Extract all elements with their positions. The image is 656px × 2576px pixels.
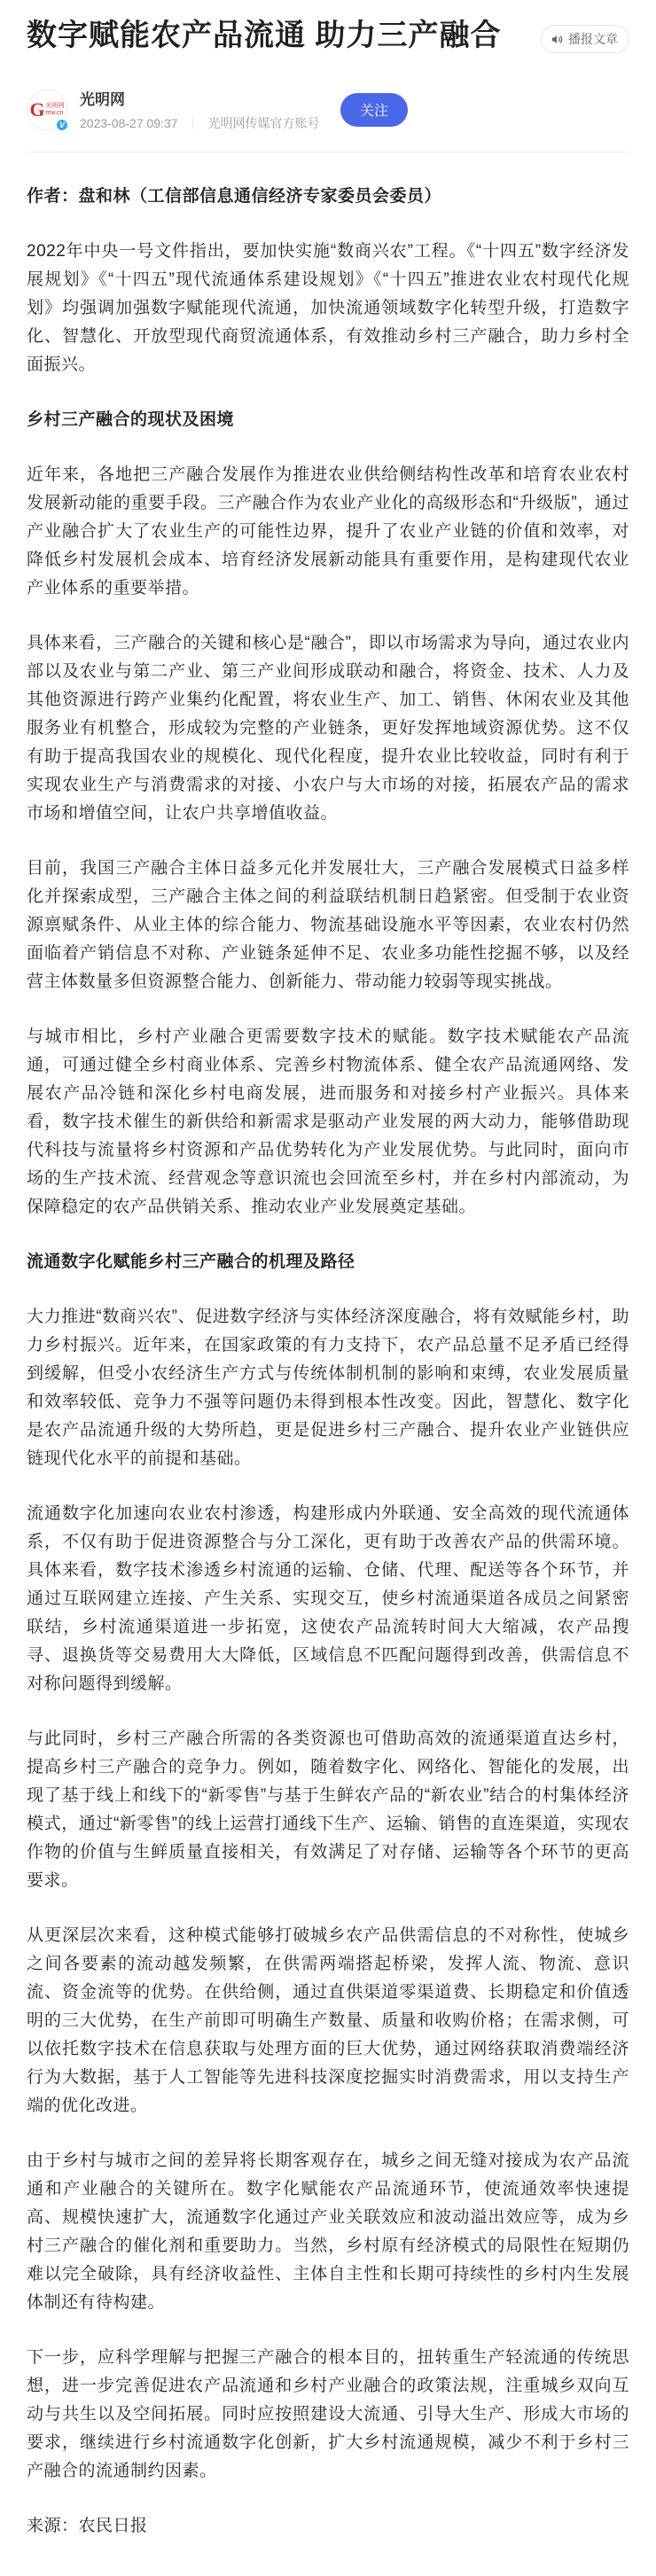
article-paragraph: 与城市相比，乡村产业融合更需要数字技术的赋能。数字技术赋能农产品流通，可通过健全乡村商业体系、完善乡村物流体系、健全农产品流通网络、发展农产品冷链和深化乡村电商发展，进而服务和对接乡村产业振兴。具体来看，数字技术催生的新供给和新需求是驱动产业发展的两大动力，能够借助现代科技与流量将乡村资源和产品优势转化为产业发展优势。与此同时，面向市场的生产技术流、经营观念等意识流也会回流至乡村，并在乡村内部流动，为保障稳定的农产品供销关系、推动农业产业发展奠定基础。 — [27, 1027, 629, 1216]
article-body — [27, 183, 629, 2541]
article-paragraph: 来源：农民日报 — [27, 2517, 148, 2535]
article-paragraph: 流通数字化加速向农业农村渗透，构建形成内外联通、安全高效的现代流通体系，不仅有助于促进资源整合与分工深化，更有助于改善农产品的供需环境。具体来看，数字技术渗透乡村流通的运输、仓储、代理、配送等各个环节，并通过互联网建立连接、产生关系、实现交互，使乡村流通渠道各成员之间紧密联结，乡村流通渠道进一步拓宽，这使农产品流转时间大大缩减，农产品搜寻、退换货等交易费用大大降低，区域信息不匹配问题得到改善，供需信息不对称问题得到缓解。 — [27, 1504, 629, 1693]
meta-separator: ｜ — [186, 116, 199, 130]
publisher-meta — [80, 87, 333, 132]
article-paragraph: 目前，我国三产融合主体日益多元化并发展壮大，三产融合发展模式日益多样化并探索成型，三产融合主体之间的利益联结机制日趋紧密。但受制于农业资源禀赋条件、从业主体的综合能力、物流基础设施水平等因素，农业农村仍然面临着产销信息不对称、产业链条延伸不足、农业多功能性挖掘不够，以及经营主体数量多但资源整合能力、创新能力、带动能力较弱等现实挑战。 — [27, 859, 629, 991]
article-paragraph: 大力推进“数商兴农”、促进数字经济与实体经济深度融合，将有效赋能乡村，助力乡村振兴。近年来，在国家政策的有力支持下，农产品总量不足矛盾已经得到缓解，但受小农经济生产方式与传统体制机制的影响和束缚，农业发展质量和效率较低、竞争力不强等问题仍未得到根本性改变。因此，智慧化、数字化是农产品流通升级的大势所趋，更是促进乡村三产融合、提升农业产业链供应链现代化水平的前提和基础。 — [27, 1308, 629, 1468]
publish-date: 2023-08-27 09:37 — [80, 116, 178, 130]
page-title: 数字赋能农产品流通 助力三产融合 — [27, 19, 502, 52]
verified-badge-icon: V — [55, 118, 69, 132]
publish-meta-line — [80, 114, 333, 132]
article-paragraph: 2022年中央一号文件指出，要加快实施“数商兴农”工程。《“十四五”数字经济发展规划》《“十四五”现代流通体系建设规划》《“十四五”推进农业农村现代化规划》均强调加强数字赋能现代流通，加快流通领域数字化转型升级，打造数字化、智慧化、开放型现代商贸流通体系，有效推动乡村三产融合，助力乡村全面振兴。 — [27, 242, 629, 374]
publisher-name[interactable]: 光明网 — [80, 91, 125, 108]
article-paragraph: 由于乡村与城市之间的差异将长期客观存在，城乡之间无缝对接成为农产品流通和产业融合的关键所在。数字化赋能农产品流通环节，使流通效率快速提高、规模快速扩大，流通数字化通过产业关联效应和波动溢出效应等，成为乡村三产融合的催化剂和重要助力。当然，乡村原有经济模式的局限性在短期仍难以完全破除，具有经济收益性、主体自主性和长期可持续性的乡村内生发展体制还有待构建。 — [27, 2151, 629, 2312]
section-heading: 乡村三产融合的现状及困境 — [27, 410, 235, 429]
article-paragraph: 具体来看，三产融合的关键和核心是“融合”，即以市场需求为导向，通过农业内部以及农业与第二产业、第三产业间形成联动和融合，将资金、技术、人力及其他资源进行跨产业集约化配置，将农业生产、加工、销售、休闲农业及其他服务业有机整合，形成较为完整的产业链条，更好发挥地域资源优势。这不仅有助于提高我国农业的规模化、现代化程度，提升农业比较收益，同时有利于实现农业生产与消费需求的对接、小农户与大市场的对接，拓展农产品的需求市场和增值空间，让农户共享增值收益。 — [27, 634, 629, 823]
speaker-icon — [551, 33, 564, 46]
publisher-bar — [27, 87, 629, 132]
gmw-logo-avatar[interactable] — [27, 90, 67, 130]
account-type-label: 光明网传媒官方账号 — [207, 116, 320, 130]
broadcast-article-button[interactable] — [541, 25, 629, 53]
follow-button[interactable]: 关注 — [340, 93, 408, 127]
section-heading: 流通数字化赋能乡村三产融合的机理及路径 — [27, 1253, 355, 1271]
title-row — [27, 16, 629, 55]
article-paragraph: 从更深层次来看，这种模式能够打破城乡农产品供需信息的不对称性，使城乡之间各要素的流动越发频繁，在供需两端搭起桥梁，发挥人流、物流、意识流、资金流等的优势。在供给侧，通过直供渠道零渠道费、长期稳定和价值透明的三大优势，在生产前即可明确生产数量、质量和收购价格；在需求侧，可以依托数字技术在信息获取与处理方面的巨大优势，通过网络获取消费端经济行为大数据，基于人工智能等先进科技深度挖掘实时消费需求，用以支持生产端的优化改进。 — [27, 1926, 629, 2115]
article-paragraph: 近年来，各地把三产融合发展作为推进农业供给侧结构性改革和培育农业农村发展新动能的重要手段。三产融合作为农业产业化的高级形态和“升级版”，通过产业融合扩大了农业生产的可能性边界，提升了农业产业链的价值和效率，对降低乡村发展机会成本、培育经济发展新动能具有重要作用，是构建现代农业产业体系的重要举措。 — [27, 465, 629, 597]
article-paragraph: 下一步，应科学理解与把握三产融合的根本目的，扭转重生产轻流通的传统思想，进一步完善促进农产品流通和乡村产业融合的政策法规，注重城乡双向互动与共生以及空间拓展。同时应按照建设大流通、引导大生产、形成大市场的要求，继续进行乡村流通数字化创新，扩大乡村流通规模，减少不利于乡村三产融合的流通制约因素。 — [27, 2348, 629, 2480]
article-paragraph: 与此同时，乡村三产融合所需的各类资源也可借助高效的流通渠道直达乡村，提高乡村三产融合的竞争力。例如，随着数字化、网络化、智能化的发展，出现了基于线上和线下的“新零售”与基于生鲜农产品的“新农业”结合的村集体经济模式，通过“新零售”的线上运营打通线下生产、运输、销售的直连渠道，实现农作物的价值与生鲜质量直接相关，有效满足了对存储、运输等各个环节的更高要求。 — [27, 1729, 629, 1890]
gmw-logo: G 光明网 mw.cn — [29, 98, 65, 121]
byline: 作者：盘和林（工信部信息通信经济专家委员会委员） — [27, 187, 442, 206]
broadcast-label: 播报文章 — [568, 32, 618, 46]
